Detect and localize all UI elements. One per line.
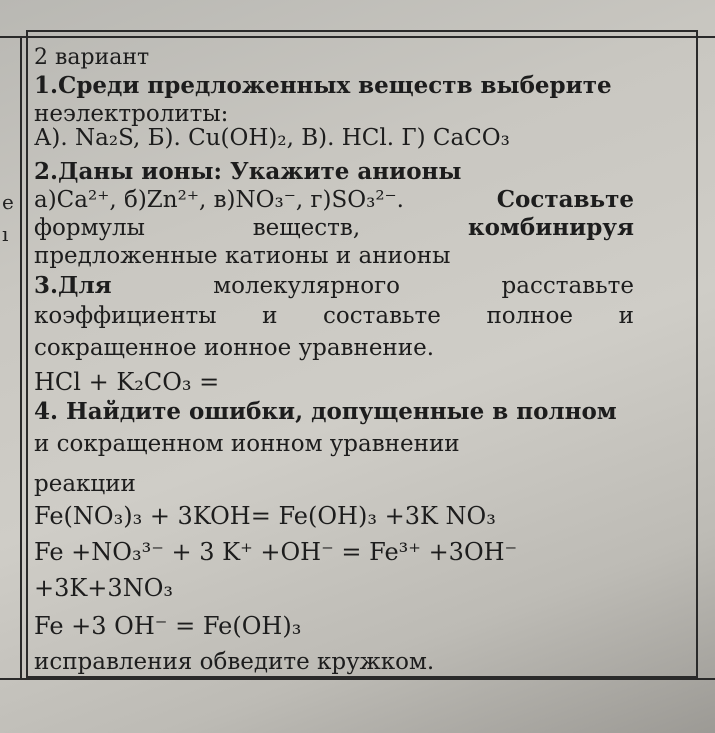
q1-title-text: Среди предложенных веществ выберите — [58, 72, 612, 99]
q2-ions-tail: Составьте — [496, 186, 634, 213]
q2-ions-row — [34, 186, 634, 214]
word: комбинируя — [467, 214, 634, 241]
q3-equation: HCl + K₂CO₃ = — [34, 368, 220, 396]
q4-footer: исправления обведите кружком. — [34, 649, 435, 675]
q1-number: 1. — [34, 72, 59, 99]
q3-row1 — [34, 272, 634, 300]
q4-eq2: Fe +NO₃³⁻ + 3 K⁺ +OH⁻ = Fe³⁺ +3OH⁻ — [34, 538, 518, 566]
margin-letter: ı — [2, 222, 9, 246]
q4-eq1: Fe(NO₃)₃ + 3KOH= Fe(OH)₃ +3K NO₃ — [34, 502, 496, 530]
word: коэффициенты — [34, 303, 217, 329]
q1-title — [34, 72, 612, 100]
q1-options: А). Na₂S, Б). Cu(OH)₂, В). HCl. Г) CaCO₃ — [34, 125, 510, 151]
q3-row3: сокращенное ионное уравнение. — [34, 335, 435, 361]
q4-eq3: +3K+3NO₃ — [34, 574, 173, 602]
q2-ions: а)Ca²⁺, б)Zn²⁺, в)NO₃⁻, г)SO₃²⁻. — [34, 187, 404, 213]
word: составьте — [323, 303, 441, 329]
q2-row3 — [34, 214, 634, 242]
q2-title: 2.Даны ионы: Укажите анионы — [34, 158, 462, 185]
table-left-border — [20, 38, 22, 678]
margin-letter: е — [2, 190, 14, 214]
table-bottom-border — [0, 678, 715, 680]
variant-heading: 2 вариант — [34, 45, 150, 70]
q4-row1: 4. Найдите ошибки, допущенные в полном — [34, 398, 617, 425]
q3-row2 — [34, 302, 634, 330]
word: полное — [486, 303, 574, 329]
q2-row4: предложенные катионы и анионы — [34, 243, 451, 269]
word: расставьте — [501, 273, 634, 299]
word: веществ, — [252, 215, 361, 241]
q1-title-cont: неэлектролиты: — [34, 101, 229, 127]
q4-row3: реакции — [34, 471, 136, 497]
word: молекулярного — [213, 273, 400, 299]
q4-row2: и сокращенном ионном уравнении — [34, 431, 460, 457]
q4-eq4: Fe +3 OH⁻ = Fe(OH)₃ — [34, 612, 302, 640]
word: формулы — [34, 215, 145, 241]
word: 3.Для — [34, 272, 112, 299]
word: и — [262, 303, 278, 329]
word: и — [618, 303, 634, 329]
